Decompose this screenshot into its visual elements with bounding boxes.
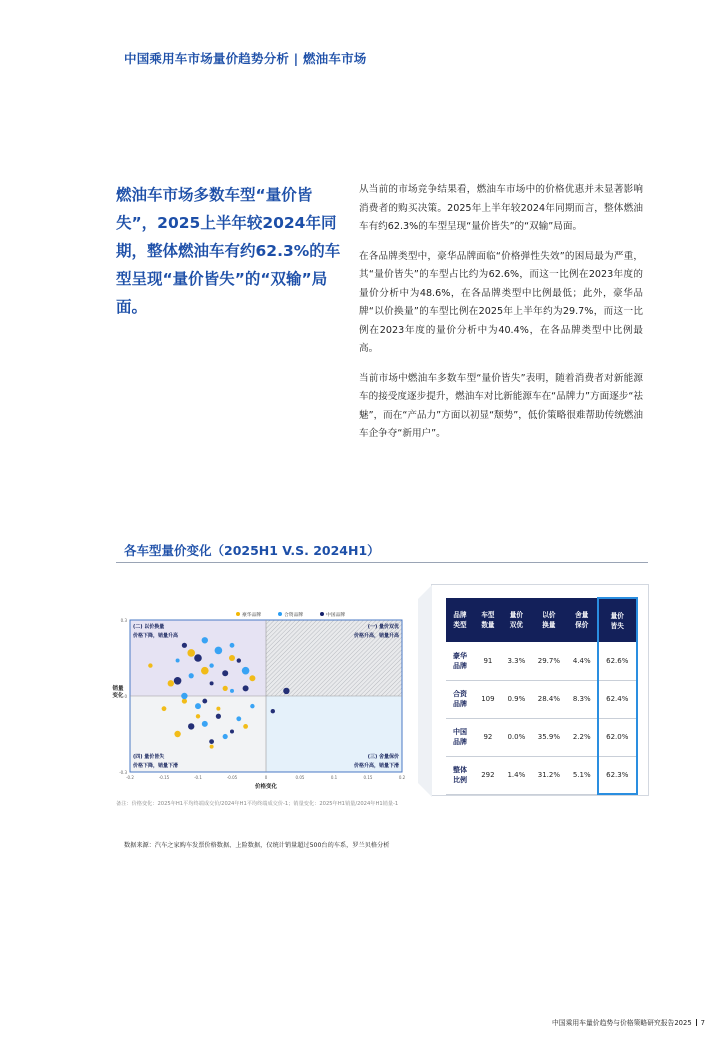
scatter-point bbox=[195, 703, 201, 709]
scatter-point bbox=[271, 709, 275, 713]
chart-note: 备注：价格变化：2025年H1平均终端成交价/2024年H1平均终端成交价-1；销量变化：2025年H1销量/2024年H1销量-1 bbox=[116, 801, 399, 807]
scatter-point bbox=[201, 667, 209, 675]
table-cell: 8.3% bbox=[567, 680, 598, 718]
scatter-point bbox=[243, 724, 248, 729]
scatter-point bbox=[230, 689, 234, 693]
scatter-point bbox=[181, 693, 187, 699]
y-tick-label: 0.3 bbox=[120, 618, 127, 623]
scatter-point bbox=[148, 663, 152, 667]
x-tick-label: -0.15 bbox=[158, 775, 170, 780]
x-tick-label: 0.15 bbox=[363, 775, 373, 780]
scatter-point bbox=[210, 745, 214, 749]
scatter-point bbox=[242, 667, 250, 675]
scatter-point bbox=[223, 686, 228, 691]
table-cell-highlight: 62.0% bbox=[598, 718, 637, 756]
table-cell: 31.2% bbox=[531, 756, 567, 794]
table-cell-highlight: 62.4% bbox=[598, 680, 637, 718]
scatter-point bbox=[202, 699, 207, 704]
page-footer bbox=[552, 1017, 705, 1027]
x-tick-label: -0.1 bbox=[194, 775, 202, 780]
scatter-point bbox=[229, 655, 235, 661]
table-row bbox=[446, 680, 637, 718]
table-cell: 35.9% bbox=[531, 718, 567, 756]
table-cell: 29.7% bbox=[531, 642, 567, 680]
legend-label: 中国品牌 bbox=[326, 613, 346, 618]
scatter-point bbox=[215, 647, 223, 655]
quadrant-2-subtitle: 价格下降，销量升高 bbox=[133, 633, 179, 639]
x-tick-label: 0 bbox=[264, 775, 268, 780]
scatter-point bbox=[209, 739, 214, 744]
table-row bbox=[446, 642, 637, 680]
table-cell-highlight: 62.3% bbox=[598, 756, 637, 794]
scatter-point bbox=[243, 685, 249, 691]
scatter-point bbox=[194, 654, 202, 662]
scatter-point bbox=[189, 673, 194, 678]
quadrant-2-title: (二) 以价换量 bbox=[133, 624, 165, 630]
y-tick-label: 0 bbox=[124, 694, 127, 699]
table-row-label: 豪华 品牌 bbox=[446, 642, 474, 680]
table-row bbox=[446, 756, 637, 794]
scatter-point bbox=[182, 643, 187, 648]
table-cell-highlight: 62.6% bbox=[598, 642, 637, 680]
table-row-label: 中国 品牌 bbox=[446, 718, 474, 756]
quadrant-1-bg bbox=[266, 620, 402, 696]
quadrant-1-subtitle: 价格升高，销量升高 bbox=[353, 633, 399, 639]
table-header-cell: 以价 换量 bbox=[531, 598, 567, 642]
stats-table-panel bbox=[431, 584, 649, 796]
y-axis-label: 销量 bbox=[112, 686, 124, 692]
table-cell: 4.4% bbox=[567, 642, 598, 680]
scatter-point bbox=[250, 704, 254, 708]
table-header-cell: 品牌 类型 bbox=[446, 598, 474, 642]
section-divider bbox=[116, 562, 648, 563]
scatter-point bbox=[188, 723, 194, 729]
section-title: 各车型量价变化（2025H1 V.S. 2024H1） bbox=[124, 543, 380, 558]
table-cell: 2.2% bbox=[567, 718, 598, 756]
stats-table bbox=[446, 597, 638, 795]
quadrant-3-subtitle: 价格升高，销量下滑 bbox=[353, 763, 399, 769]
table-row bbox=[446, 718, 637, 756]
legend-label: 豪华品牌 bbox=[242, 613, 262, 618]
legend-marker bbox=[320, 612, 324, 616]
table-cell: 0.0% bbox=[502, 718, 531, 756]
page-number: 7 bbox=[700, 1019, 705, 1027]
scatter-point bbox=[209, 663, 213, 667]
page-header-title: 中国乘用车市场量价趋势分析 | 燃油车市场 bbox=[124, 51, 367, 66]
table-header-row bbox=[446, 598, 637, 642]
legend-marker bbox=[278, 612, 282, 616]
scatter-point bbox=[176, 659, 180, 663]
body-paragraph-3: 当前市场中燃油车多数车型“量价皆失”表明，随着消费者对新能源车的接受度逐步提升，燃油车对比新能源车在“品牌力”方面逐步“祛魅”，而在“产品力”方面以初显“颓势”，低价策略很难帮助传统燃油车企争夺“新用户”。 bbox=[359, 372, 643, 439]
scatter-point bbox=[237, 658, 241, 662]
x-tick-label: -0.05 bbox=[226, 775, 238, 780]
source-note: 数据来源：汽车之家购车发票价格数据、上险数据，仅统计销量超过500台的车系，罗兰贝格分析 bbox=[124, 842, 390, 849]
body-paragraph-2: 在各品牌类型中，豪华品牌面临“价格弹性失效”的困局最为严重，其“量价皆失”的车型占比约为62.6%，而这一比例在2023年度的量价分析中为48.6%，在各品牌类型中比例最低；此外，豪华品牌“以价换量”的车型比例在2025年上半年约为29.7%，而这一比例在2023年度的量价分析中为40.4%，在各品牌类型中比例最高。 bbox=[359, 250, 643, 354]
scatter-point bbox=[283, 688, 289, 694]
scatter-point bbox=[196, 714, 200, 718]
quadrant-3-title: (三) 舍量保价 bbox=[367, 754, 399, 760]
x-tick-label: -0.2 bbox=[126, 775, 134, 780]
table-cell: 1.4% bbox=[502, 756, 531, 794]
table-cell: 292 bbox=[474, 756, 502, 794]
table-cell: 0.9% bbox=[502, 680, 531, 718]
quadrant-3-bg bbox=[266, 696, 402, 772]
table-header-cell: 舍量 保价 bbox=[567, 598, 598, 642]
scatter-point bbox=[249, 675, 255, 681]
scatter-point bbox=[236, 716, 241, 721]
table-cell: 28.4% bbox=[531, 680, 567, 718]
body-text bbox=[359, 181, 643, 455]
connector-bracket bbox=[418, 585, 432, 797]
scatter-point bbox=[162, 706, 167, 711]
scatter-svg bbox=[110, 606, 420, 806]
table-row-label: 合资 品牌 bbox=[446, 680, 474, 718]
table-cell: 92 bbox=[474, 718, 502, 756]
scatter-point bbox=[174, 677, 182, 685]
quadrant-1-title: (一) 量价双优 bbox=[367, 624, 399, 630]
table-cell: 109 bbox=[474, 680, 502, 718]
scatter-point bbox=[174, 731, 180, 737]
x-axis-label: 价格变化 bbox=[254, 784, 278, 790]
scatter-point bbox=[202, 721, 208, 727]
scatter-point bbox=[216, 714, 221, 719]
scatter-point bbox=[210, 681, 214, 685]
quadrant-4-title: (四) 量价皆失 bbox=[133, 754, 165, 760]
scatter-point bbox=[230, 729, 234, 733]
body-paragraph-1: 从当前的市场竞争结果看，燃油车市场中的价格优惠并未显著影响消费者的购买决策。2025年上半年较2024年同期而言，整体燃油车有约62.3%的车型呈现“量价皆失”的“双输”局面。 bbox=[359, 184, 643, 232]
footer-report-title: 中国乘用车量价趋势与价格策略研究报告2025 bbox=[552, 1019, 692, 1027]
scatter-point bbox=[230, 643, 235, 648]
table-cell: 91 bbox=[474, 642, 502, 680]
table-header-cell: 车型 数量 bbox=[474, 598, 502, 642]
quadrant-4-subtitle: 价格下降，销量下滑 bbox=[133, 763, 179, 769]
scatter-point bbox=[222, 670, 228, 676]
scatter-point bbox=[168, 680, 174, 686]
x-tick-label: 0.05 bbox=[295, 775, 305, 780]
y-axis-label: 变化 bbox=[112, 693, 124, 699]
legend-label: 合资品牌 bbox=[284, 613, 304, 618]
scatter-point bbox=[202, 637, 208, 643]
table-row-label: 整体 比例 bbox=[446, 756, 474, 794]
scatter-point bbox=[216, 707, 220, 711]
scatter-chart bbox=[110, 606, 420, 806]
scatter-point bbox=[182, 698, 187, 703]
legend-marker bbox=[236, 612, 240, 616]
x-tick-label: 0.2 bbox=[398, 775, 406, 780]
footer-separator bbox=[696, 1019, 697, 1026]
table-header-cell: 量价 双优 bbox=[502, 598, 531, 642]
table-cell: 3.3% bbox=[502, 642, 531, 680]
scatter-point bbox=[223, 734, 228, 739]
y-tick-label: -0.3 bbox=[119, 770, 127, 775]
table-header-cell-highlight: 量价 皆失 bbox=[598, 598, 637, 642]
table-cell: 5.1% bbox=[567, 756, 598, 794]
headline: 燃油车市场多数车型“量价皆失”，2025上半年较2024年同期，整体燃油车有约62.3%的车型呈现“量价皆失”的“双输”局面。 bbox=[116, 186, 341, 316]
scatter-point bbox=[187, 649, 195, 657]
x-tick-label: 0.1 bbox=[330, 775, 338, 780]
